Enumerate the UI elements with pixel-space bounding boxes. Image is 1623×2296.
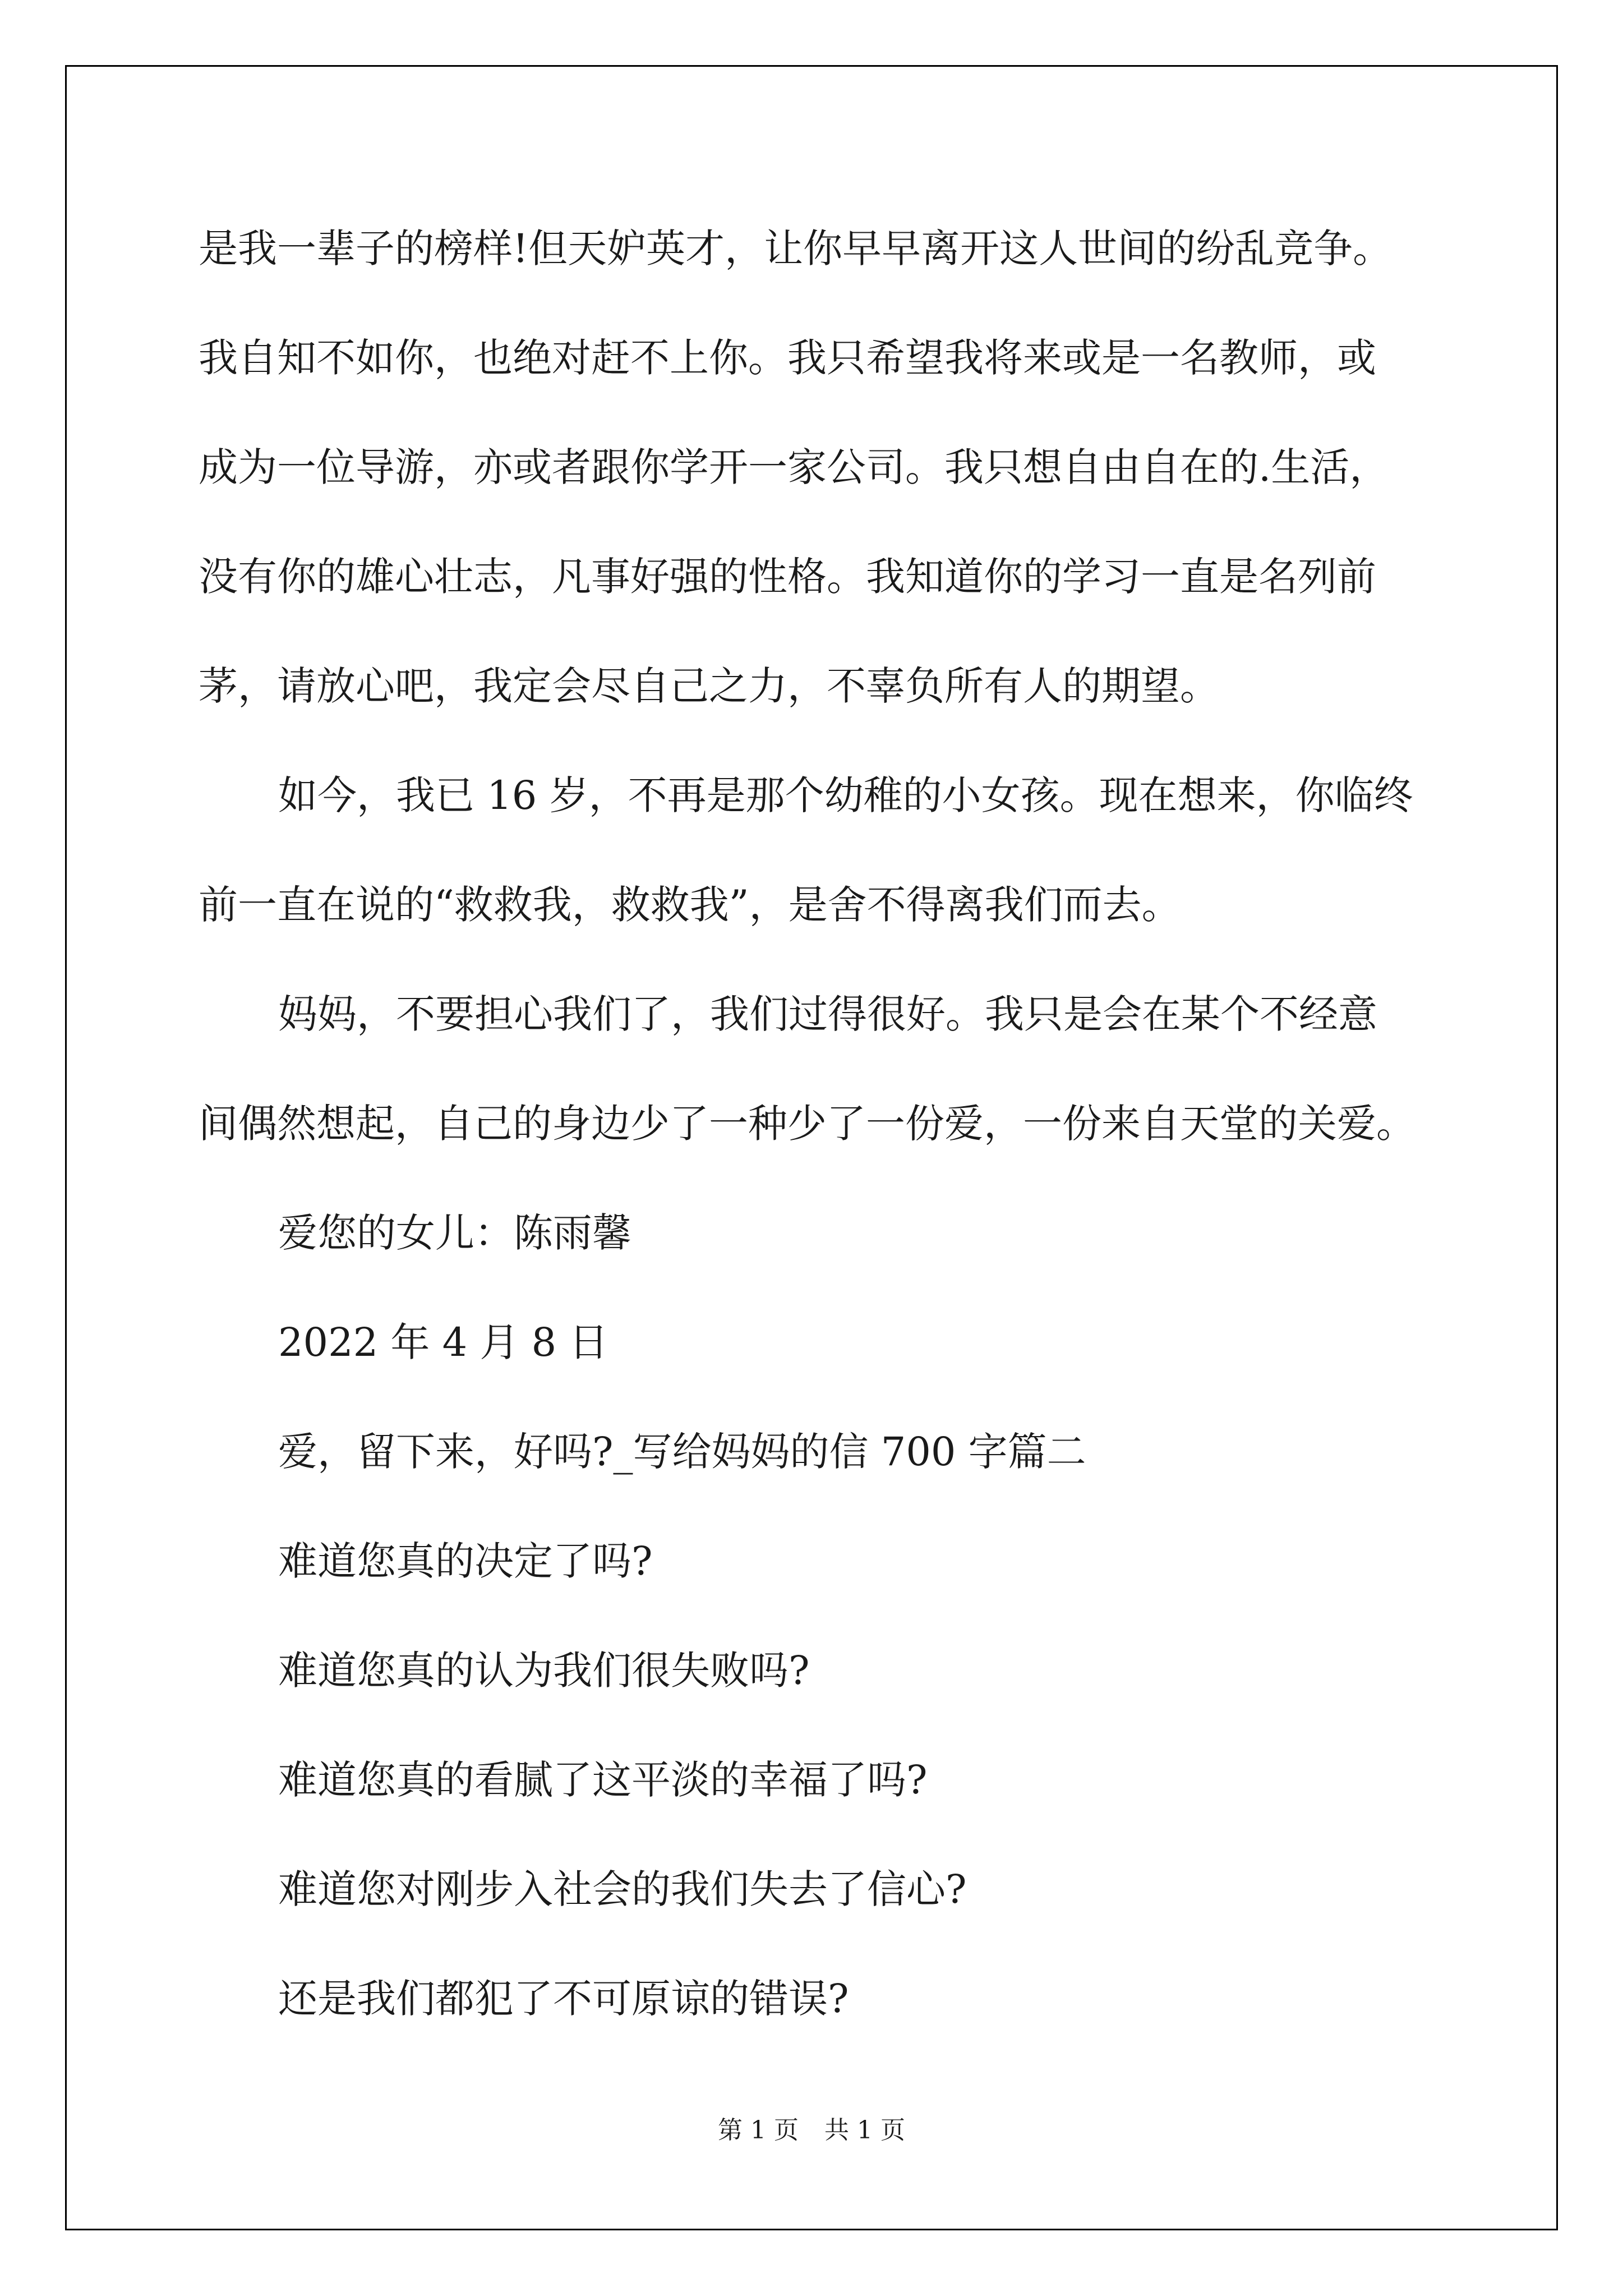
body-line-15: 难道您真的看腻了这平淡的幸福了吗? bbox=[278, 1757, 928, 1803]
date-line: 2022 年 4 月 8 日 bbox=[278, 1319, 608, 1365]
body-line-5: 茅，请放心吧，我定会尽自己之力，不辜负所有人的期望。 bbox=[199, 663, 1219, 709]
signature-line: 爱您的女儿：陈雨馨 bbox=[278, 1210, 631, 1256]
body-line-6: 如今，我已 16 岁，不再是那个幼稚的小女孩。现在想来，你临终 bbox=[278, 772, 1413, 818]
page-footer bbox=[0, 2114, 1623, 2147]
body-line-4: 没有你的雄心壮志，凡事好强的性格。我知道你的学习一直是名列前 bbox=[199, 554, 1376, 600]
page-number-total: 共 1 页 bbox=[824, 2116, 905, 2145]
body-line-16: 难道您对刚步入社会的我们失去了信心? bbox=[278, 1866, 967, 1912]
body-line-9: 间偶然想起，自己的身边少了一种少了一份爱，一份来自天堂的关爱。 bbox=[199, 1101, 1415, 1147]
body-line-2: 我自知不如你，也绝对赶不上你。我只希望我将来或是一名教师，或 bbox=[199, 335, 1376, 381]
page-number-current: 第 1 页 bbox=[718, 2116, 799, 2145]
body-line-3: 成为一位导游，亦或者跟你学开一家公司。我只想自由自在的.生活， bbox=[199, 444, 1389, 490]
body-line-1: 是我一辈子的榜样!但天妒英才，让你早早离开这人世间的纷乱竞争。 bbox=[199, 226, 1393, 272]
body-line-17: 还是我们都犯了不可原谅的错误? bbox=[278, 1976, 849, 2022]
section-heading: 爱，留下来，好吗?_写给妈妈的信 700 字篇二 bbox=[278, 1429, 1086, 1475]
body-line-7: 前一直在说的“救救我，救救我”，是舍不得离我们而去。 bbox=[199, 882, 1181, 928]
body-line-8: 妈妈，不要担心我们了，我们过得很好。我只是会在某个不经意 bbox=[278, 991, 1377, 1037]
body-line-13: 难道您真的决定了吗? bbox=[278, 1538, 653, 1584]
body-line-14: 难道您真的认为我们很失败吗? bbox=[278, 1648, 810, 1694]
